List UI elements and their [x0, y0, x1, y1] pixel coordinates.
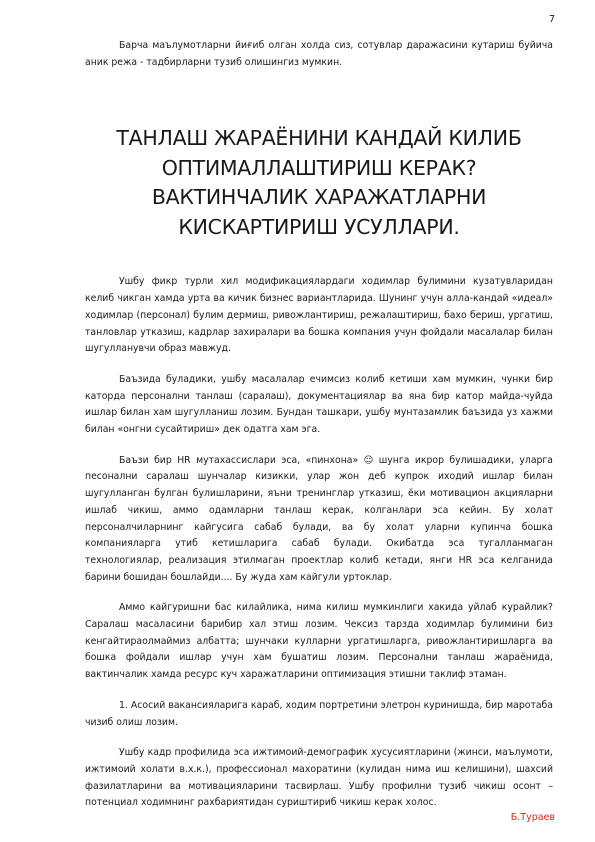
paragraph-2: Баъзида буладики, ушбу масалалар ечимсиз колиб кетиши хам мумкин, чунки бир каторда персонални танлаш (саралаш), документациялар ва яна бир катор майда-чуйда ишлар билан хам шугулланиш лозим. Бундан ташкари, ушбу мунтазамлик баъзида уз хажми билан «онгни сусайтириш» дек одатга хам эга. — [85, 373, 553, 436]
intro-paragraph: Барча маълумотларни йиғиб олган холда сиз, сотувлар даражасини кутариш буйича аник режа - тадбирларни тузиб олишингиз мумкин. — [85, 40, 553, 68]
paragraph-4: Аммо кайгуришни бас килайлика, нима килиш мумкинлиги хакида уйлаб курайлик? Саралаш масаласини барибир хал этиш лозим. Чексиз тарзда ходимлар булимини биз кенгайтираолмаймиз албатта; шунчаки кулларни ургатишларга, ривожлантиришларга ва бошка фойдали ишлар учун хам бушатиш лозим. Персонални танлаш жараёнида, вактинчалик хамда ресурс куч харажатларини оптимизация этишни таклиф этаман. — [85, 602, 553, 681]
document-body — [85, 38, 553, 826]
paragraph-3: Баъзи бир HR мутахассислари эса, «пинхона» ☺ шунга икрор булишадики, уларга песонални саралаш шунчалар кизикки, улар жон деб купрок иходий ишлар билан шугулланган булган булишларини, яъни тренинглар утказиш, ёки мотивацион акцияларни ишлаб чикиш, аммо одамларни танлаш керак, колганлари эса кейин. Бу холат персоналчиларнинг кайгусига сабаб булади, ва бу холат уларни купинча бошка компанияларга утиб кетишларига сабаб булади. Окибатда эса тугалланмаган технологиялар, реализация этилмаган проектлар колиб кетади, янги HR эса келганида барини бошидан бошлайди.... Бу жуда хам кайгули уртоклар. — [85, 454, 553, 583]
paragraph-6: Ушбу кадр профилида эса ижтимоий-демографик хусусиятларини (жинси, маълумоти, ижтимоий холати в.х.к.), профессионал махоратини (кулидан нима иш келишини), шахсий фазилатларини ва мотивацияларини тасвирлаш. Ушбу профилни тузиб чикиш осонт – потенциал ходимнинг рахбариятидан суриштириб чикиш керак холос. — [85, 747, 553, 809]
author-signature: Б.Тураев — [510, 812, 555, 823]
section-title: ТАНЛАШ ЖАРАЁНИНИ КАНДАЙ КИЛИБ ОПТИМАЛЛАШТИРИШ КЕРАК? ВАКТИНЧАЛИК ХАРАЖАТЛАРНИ КИСКАРТИРИШ УСУЛЛАРИ. — [116, 126, 522, 239]
page-number: 7 — [548, 14, 555, 25]
paragraph-1: Ушбу фикр турли хил модификациялардаги ходимлар булимини кузатувларидан келиб чикган хамда урта ва кичик бизнес вариантларида. Шунинг учун алла-кандай «идеал» ходимлар (персонал) булим дермиш, ривожлантириш, режалаштириш, бахо бериш, ургатиш, танловлар утказиш, кадрлар захиралари ва бошка компания учун фойдали масалалар билан шугулланувчи образ мавжуд. — [85, 276, 553, 355]
numbered-item-1: 1. Асосий вакансияларига караб, ходим портретини элетрон куринишда, бир маротаба чизиб олиш лозим. — [85, 699, 553, 728]
